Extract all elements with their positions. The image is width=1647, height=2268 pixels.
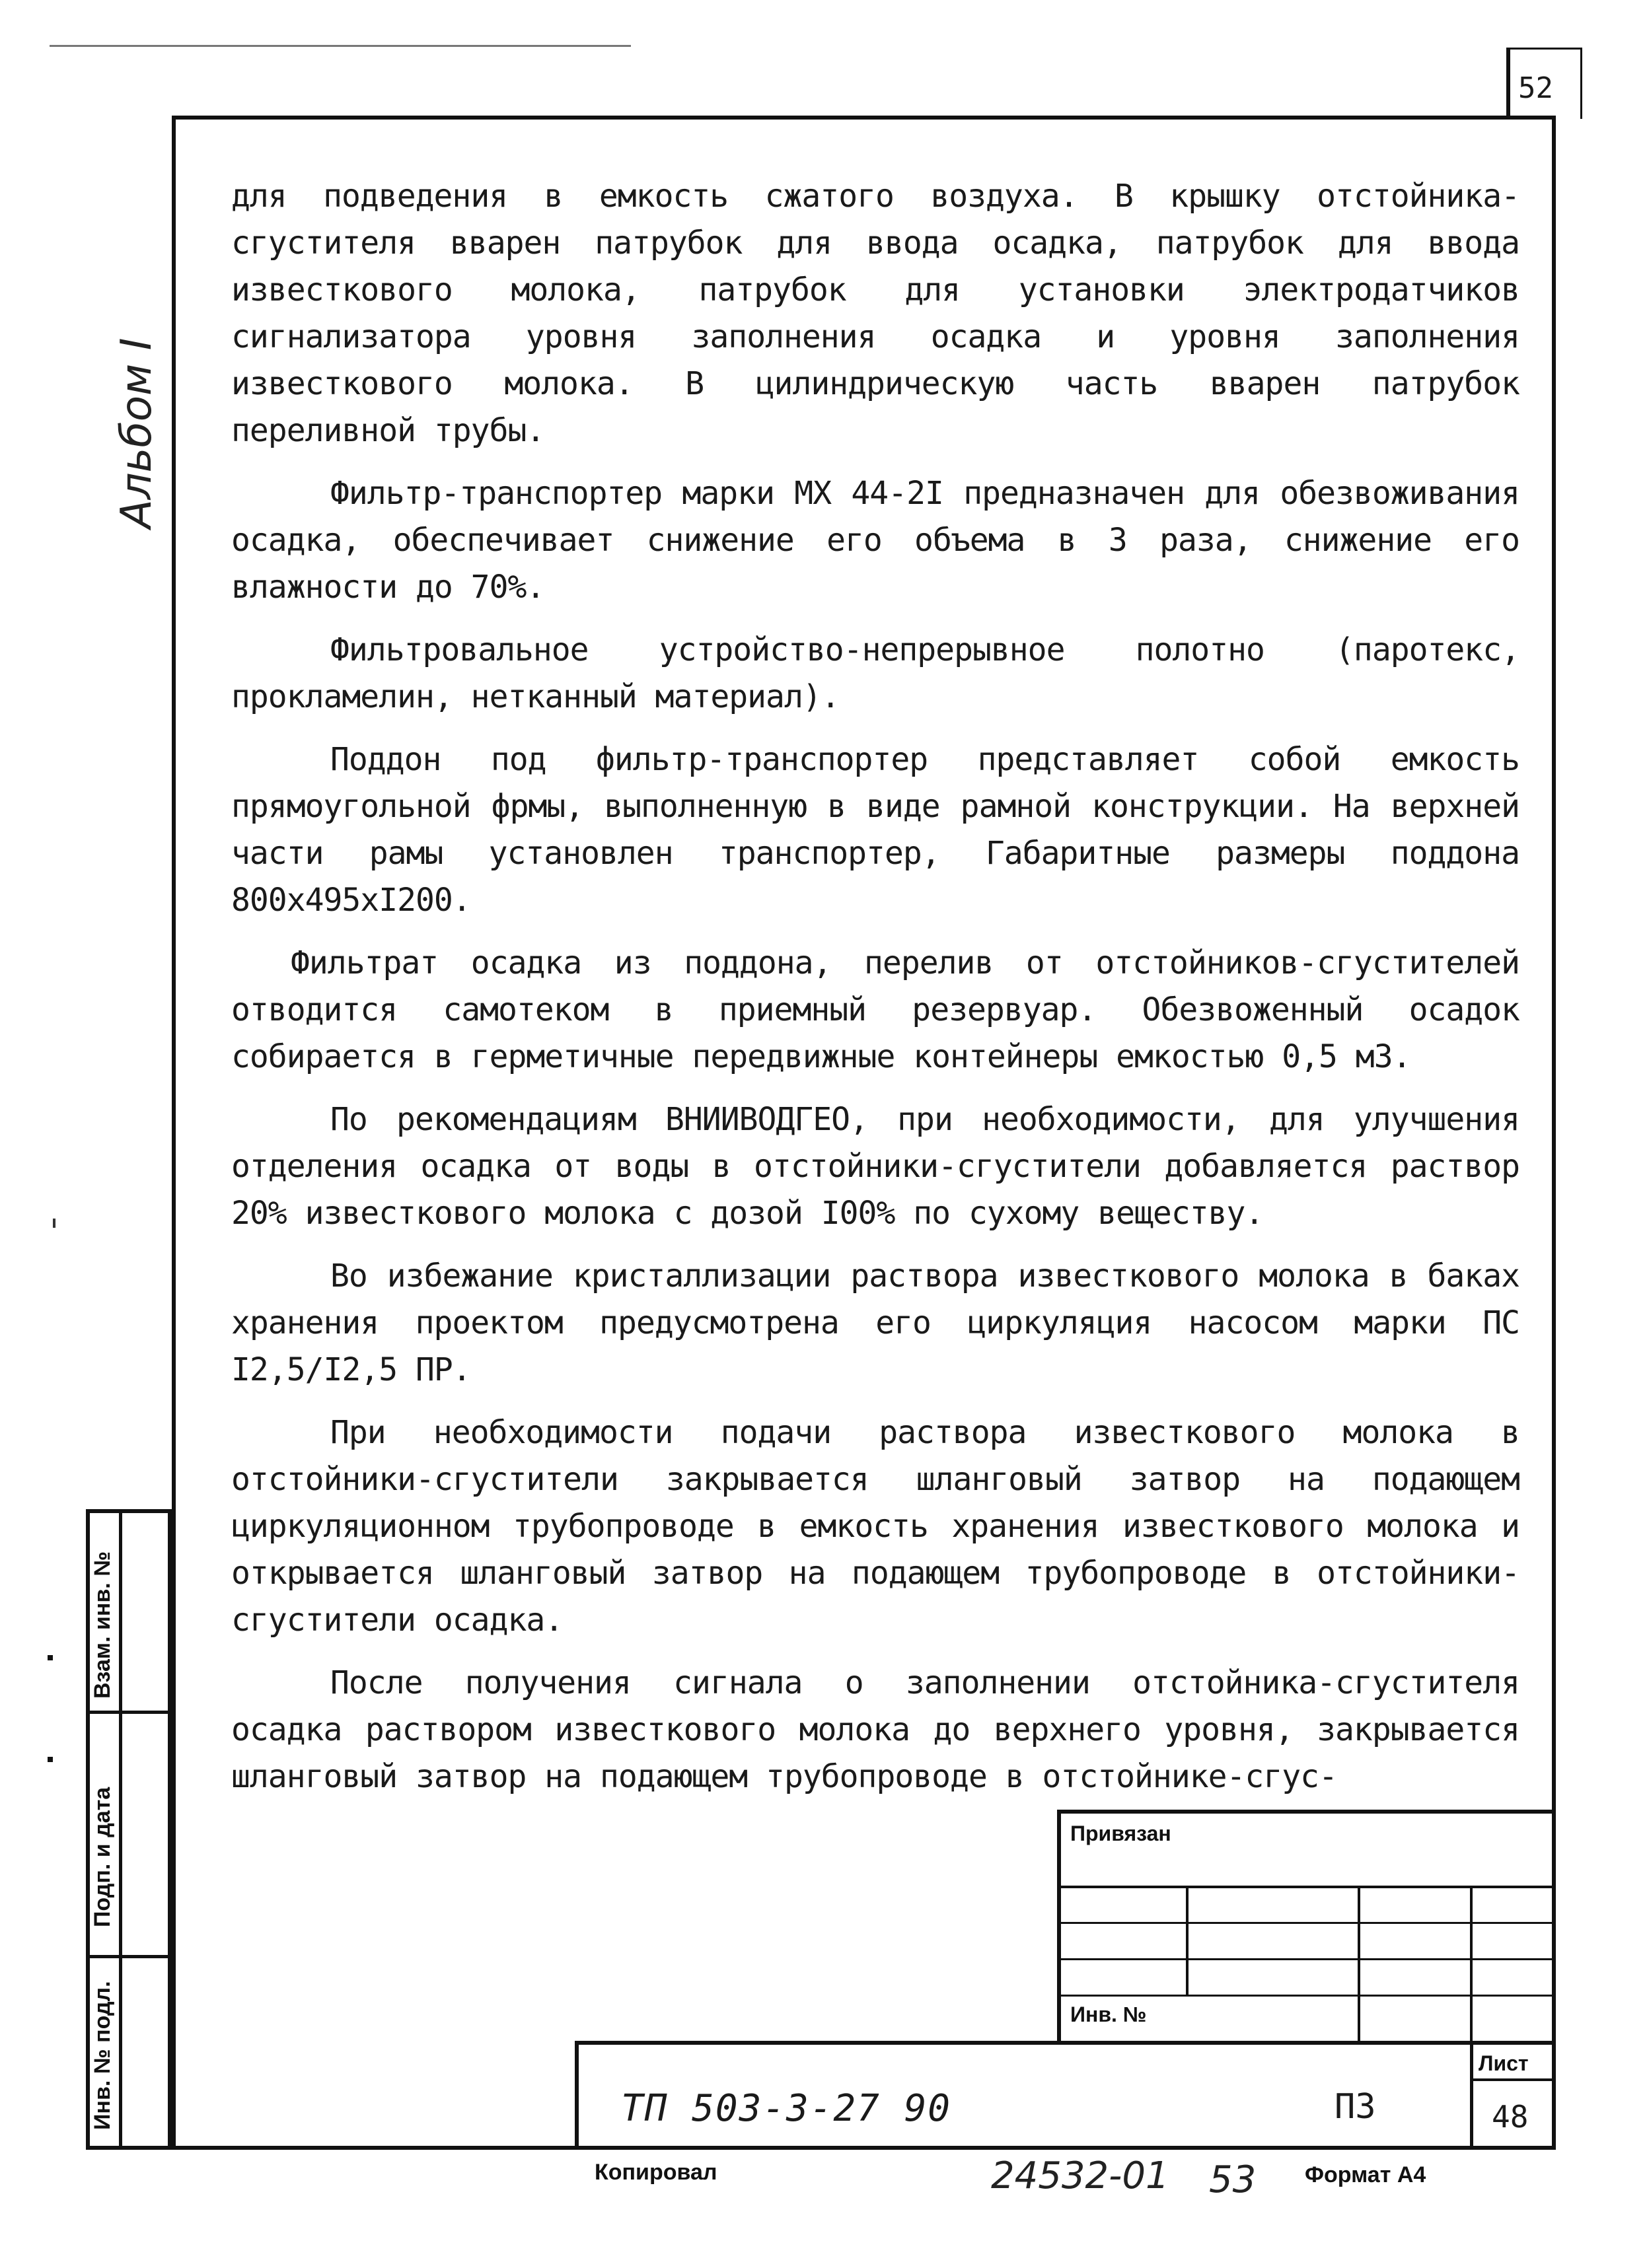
paragraph-7: Во избежание кристаллизации раствора известкового молока в баках хранения проектом предусмотрена его циркуляция насосом марки ПС I2,5/I2,5 ПР. [231, 1258, 1519, 1388]
paragraph-2: Фильтр-транспортер марки МХ 44-2I предназначен для обезвоживания осадка, обеспечивает снижение его объема в 3 раза, снижение его влажности до 70%. [231, 475, 1519, 606]
paragraph-9: После получения сигнала о заполнении отстойника-сгустителя осадка раствором известкового молока до верхнего уровня, закрывается шланговый затвор на подающем трубопроводе в отстойнике-сгус- [231, 1664, 1519, 1795]
paragraph-6: По рекомендациям ВНИИВОДГЕО, при необходимости, для улучшения отделения осадка от воды в отстойники-сгустители добавляется раствор 20% известкового молока с дозой I00% по сухому веществу. [231, 1101, 1519, 1232]
sheet-label: Лист [1479, 2051, 1529, 2075]
sheet-number: 48 [1492, 2099, 1529, 2135]
tb-sheet-h [1470, 2078, 1556, 2081]
tb-h2 [1057, 1922, 1556, 1924]
paragraph-4: Поддон под фильтр-транспортер представляет собой емкость прямоугольной фрмы, выполненную в виде рамной конструкции. На верхней части рамы установлен транспортер, Габаритные размеры поддона 800х495хI200. [231, 741, 1519, 919]
tb-h4 [1057, 1995, 1556, 1997]
tb-h1 [1057, 1886, 1556, 1888]
paragraph-8: При необходимости подачи раствора известкового молока в отстойники-сгустители закрывается шланговый затвор на подающем циркуляционном трубопроводе в емкость хранения известкового молока и открывается шланговый затвор на подающем трубопроводе в отстойники-сгустители осадка. [231, 1414, 1519, 1639]
tb-v1 [1186, 1886, 1189, 1995]
tb-v2 [1358, 1886, 1360, 2044]
inv-no-label: Инв. № [1070, 2002, 1147, 2026]
format-label: Формат А4 [1305, 2162, 1426, 2187]
stray-mark-1 [53, 1219, 55, 1228]
top-rule [50, 45, 631, 47]
stray-mark-2 [48, 1655, 53, 1660]
stray-mark-3 [48, 1757, 53, 1762]
paragraph-1: для подведения в емкость сжатого воздуха. В крышку отстойника-сгустителя вварен патрубок для ввода осадка, патрубок для ввода известкового молока, патрубок для установки электродатчиков сигнализатора уровня заполнения осадка и уровня заполнения известкового молока. В цилиндрическую часть вварен патрубок переливной трубы. [231, 178, 1519, 449]
tb-h3 [1057, 1958, 1556, 1960]
side-stamp-podp-data: Подп. и дата [90, 1787, 115, 1927]
section-code: ПЗ [1335, 2087, 1376, 2127]
privyazan-label: Привязан [1070, 1822, 1171, 1845]
page-number: 52 [1518, 71, 1553, 105]
side-stamp-divider-2 [86, 1955, 172, 1958]
side-stamp-divider-1 [86, 1711, 172, 1714]
copy-page-number: 53 [1209, 2158, 1257, 2201]
paragraph-5: Фильтрат осадка из поддона, перелив от отстойников-сгустителей отводится самотеком в приемный резервуар. Обезвоженный осадок собирается в герметичные передвижные контейнеры емкостью 0,5 м3. [231, 944, 1519, 1075]
doc-code: ТП 503-3-27 90 [621, 2087, 952, 2130]
side-stamp-divider-v [119, 1509, 122, 2150]
tb-sheet-v [1470, 2041, 1473, 2150]
order-number: 24532-01 [991, 2154, 1169, 2197]
paragraph-3: Фильтровальное устройство-непрерывное полотно (паротекс, прокламелин, нетканный материал). [231, 631, 1519, 715]
copied-label: Копировал [595, 2160, 717, 2185]
side-stamp-inv-podl: Инв. № подл. [90, 1981, 115, 2130]
album-note: Альбом I [112, 337, 161, 528]
side-stamp-vzam-inv: Взам. инв. № [90, 1551, 115, 1699]
body-text [231, 173, 1519, 1816]
tb-v3 [1470, 1886, 1473, 2044]
